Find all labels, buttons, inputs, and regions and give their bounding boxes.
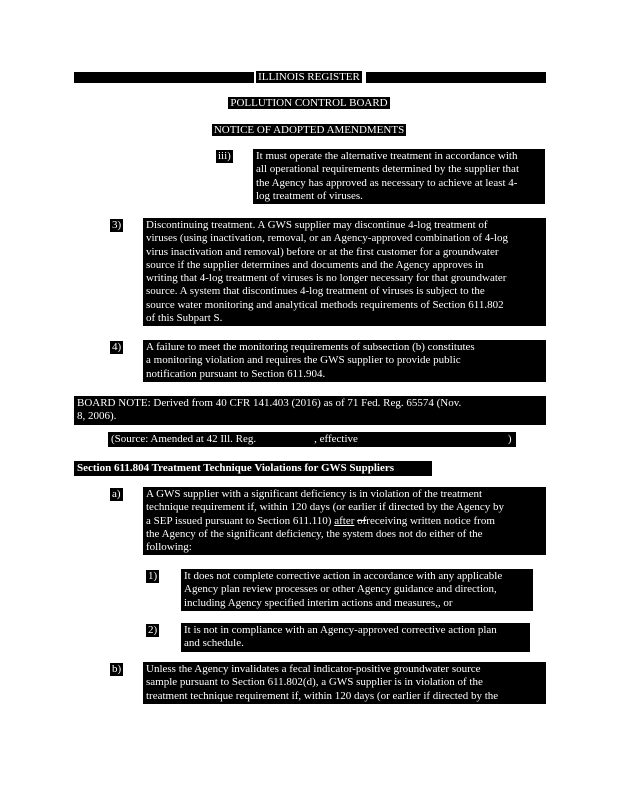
item-a-line-2: technique requirement if, within 120 days (or earlier if directed by the Agency by [146, 501, 504, 514]
item-a1-line-2: Agency plan review processes or other Agency guidance and direction, [184, 583, 497, 596]
item-4-label: 4) [112, 341, 122, 353]
item-a2-line-2: and schedule. [184, 637, 244, 650]
item-iii-line-4: log treatment of viruses. [256, 189, 363, 202]
item-a-line-3: a SEP issued pursuant to Section 611.110) after ofreceiving written notice from [146, 514, 495, 527]
board-name: POLLUTION CONTROL BOARD [230, 97, 388, 109]
item-3-line-8: of this Subpart S. [146, 312, 223, 325]
item-b-line-2: sample pursuant to Section 611.802(d), a GWS supplier is in violation of the [146, 676, 483, 689]
section-heading: Section 611.804 Treatment Technique Violations for GWS Suppliers [74, 461, 432, 476]
item-iii-line-1: It must operate the alternative treatment in accordance with [256, 150, 518, 162]
item-3-line-7: source water monitoring and analytical methods requirements of Section 611.802 [146, 298, 504, 311]
item-a2-text [181, 623, 530, 652]
item-a-line-5: following: [146, 541, 192, 554]
item-a-text [143, 487, 546, 555]
item-3-line-3: virus inactivation and removal) before or at the first customer for a groundwater [146, 245, 499, 258]
item-iii-line-3: the Agency has approved as necessary to achieve at least 4- [256, 176, 518, 189]
source-middle: , effective [314, 433, 358, 445]
item-4-line-2: a monitoring violation and requires the GWS supplier to provide public [146, 354, 461, 367]
source-prefix: (Source: Amended at 42 Ill. Reg. [111, 433, 257, 445]
inserted-text: after [334, 514, 355, 527]
register-title: ILLINOIS REGISTER [258, 71, 360, 83]
deleted-text: of [357, 514, 367, 527]
item-4-line-3: notification pursuant to Section 611.904. [146, 367, 326, 380]
item-b-line-3: treatment technique requirement if, within 120 days (or earlier if directed by the [146, 689, 499, 702]
item-4-line-1: A failure to meet the monitoring requirements of subsection (b) constitutes [146, 341, 475, 353]
item-4-text [143, 340, 546, 382]
item-iii-text [253, 149, 545, 204]
inserted-comma: , [435, 596, 438, 609]
item-a1-line-1: It does not complete corrective action in accordance with any applicable [184, 570, 503, 582]
item-iii-line-2: all operational requirements determined by the supplier that [256, 163, 519, 176]
item-3-line-5: writing that 4-log treatment of viruses is no longer necessary for that groundwater [146, 272, 507, 285]
item-b-line-1: Unless the Agency invalidates a fecal indicator-positive groundwater source [146, 663, 481, 675]
board-note-line-2: 8, 2006). [77, 410, 117, 423]
item-a1-text [181, 569, 533, 611]
board-note-line-1: BOARD NOTE: Derived from 40 CFR 141.403 (2016) as of 71 Fed. Reg. 65574 (Nov. [77, 397, 462, 409]
notice-title: NOTICE OF ADOPTED AMENDMENTS [213, 124, 405, 136]
item-3-line-6: source. A system that discontinues 4-log treatment of viruses is subject to the [146, 285, 485, 298]
source-suffix: ) [507, 433, 512, 445]
item-a-line-4: the Agency of the significant deficiency, the system does not do either of the [146, 527, 483, 540]
item-a1-line-3: including Agency specified interim actions and measures,, or [184, 596, 453, 609]
source-line [108, 432, 516, 447]
item-b-text [143, 662, 546, 704]
item-a-line-1: A GWS supplier with a significant deficiency is in violation of the treatment [146, 488, 483, 500]
item-iii-label: iii) [218, 150, 231, 162]
item-b-label: b) [112, 663, 122, 675]
item-a2-label: 2) [148, 624, 158, 636]
item-3-line-1: Discontinuing treatment. A GWS supplier may discontinue 4-log treatment of [146, 219, 488, 231]
item-a2-line-1: It is not in compliance with an Agency-approved corrective action plan [184, 624, 497, 636]
item-a-label: a) [112, 488, 121, 500]
item-3-line-2: viruses (using inactivation, removal, or an Agency-approved combination of 4-log [146, 232, 508, 245]
item-3-text [143, 218, 546, 326]
item-3-line-4: source if the supplier determines and documents and the Agency approves in [146, 258, 484, 271]
board-note [74, 396, 546, 425]
item-3-label: 3) [112, 219, 122, 231]
item-a1-label: 1) [148, 570, 158, 582]
